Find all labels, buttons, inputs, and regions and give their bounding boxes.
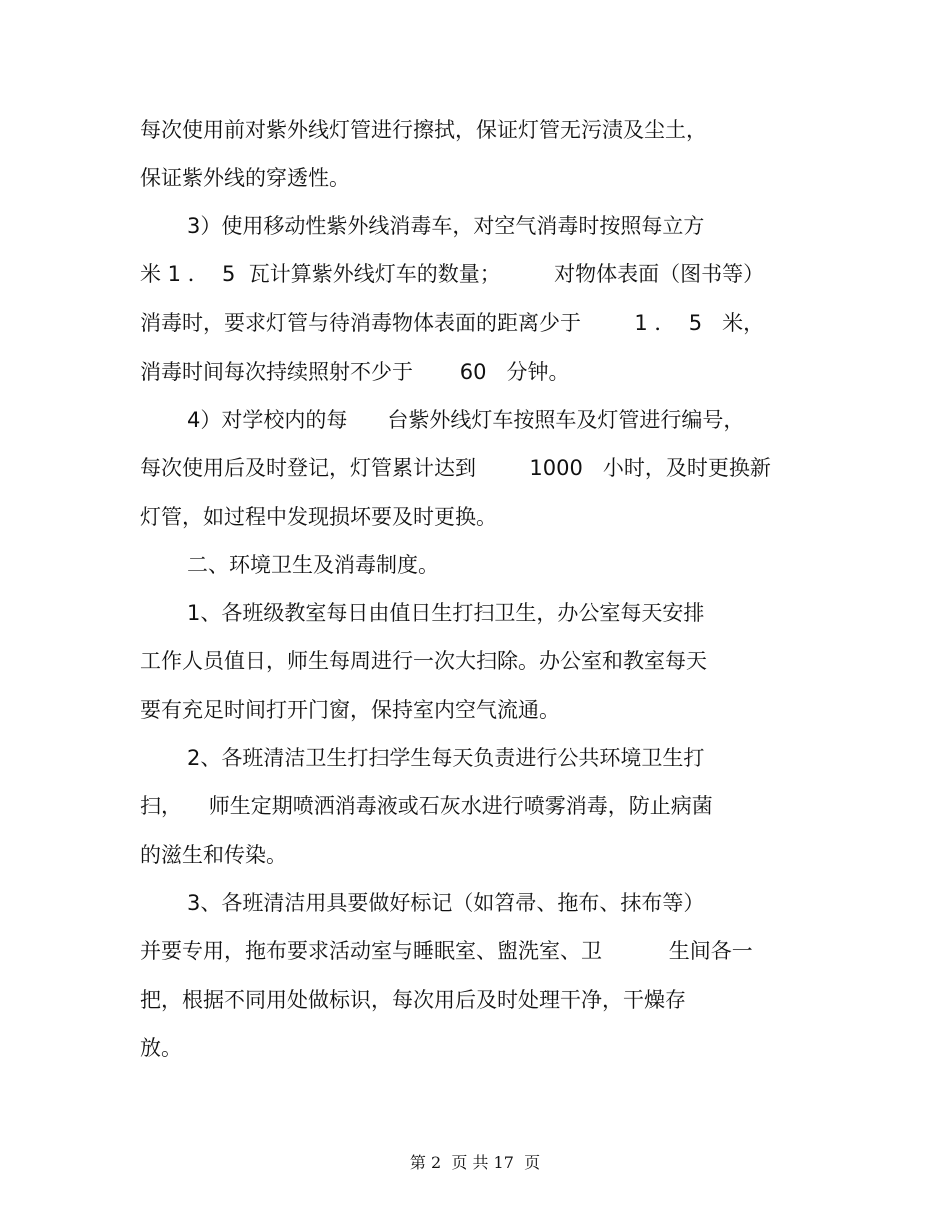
text-line: 的滋生和传染。 (140, 843, 287, 867)
text-line: 3、各班清洁用具要做好标记（如笤帚、拖布、抹布等） (187, 891, 705, 915)
text-line: 每次使用后及时登记，灯管累计达到 1000 小时，及时更换新 (140, 456, 771, 480)
text-line: 消毒时，要求灯管与待消毒物体表面的距离少于 1 ． 5 米， (140, 311, 765, 335)
text-line: 工作人员值日，师生每周进行一次大扫除。办公室和教室每天 (140, 649, 707, 673)
text-line: 2、各班清洁卫生打扫学生每天负责进行公共环境卫生打 (187, 746, 705, 770)
text-line: 放。 (140, 1036, 182, 1060)
text-line: 保证紫外线的穿透性。 (140, 166, 350, 190)
text-line: 灯管，如过程中发现损坏要及时更换。 (140, 505, 497, 529)
text-line: 1、各班级教室每日由值日生打扫卫生，办公室每天安排 (187, 601, 705, 625)
text-line: 要有充足时间打开门窗，保持室内空气流通。 (140, 698, 560, 722)
text-line: 把，根据不同用处做标识，每次用后及时处理干净，干燥存 (140, 988, 686, 1012)
text-line: 4）对学校内的每 台紫外线灯车按照车及灯管进行编号， (187, 408, 745, 432)
page-number-footer: 第 2 页 共 17 页 (409, 1153, 541, 1172)
section-heading: 二、环境卫生及消毒制度。 (187, 553, 439, 577)
text-line: 扫， 师生定期喷洒消毒液或石灰水进行喷雾消毒，防止病菌 (140, 794, 713, 818)
text-line: 并要专用，拖布要求活动室与睡眠室、盥洗室、卫 生间各一 (140, 939, 753, 963)
text-line: 3）使用移动性紫外线消毒车，对空气消毒时按照每立方 (187, 214, 705, 238)
text-line: 每次使用前对紫外线灯管进行擦拭，保证灯管无污渍及尘土， (140, 118, 707, 142)
text-line: 米 1 ． 5 瓦计算紫外线灯车的数量； 对物体表面（图书等） (140, 262, 765, 286)
text-line: 消毒时间每次持续照射不少于 60 分钟。 (140, 360, 570, 384)
